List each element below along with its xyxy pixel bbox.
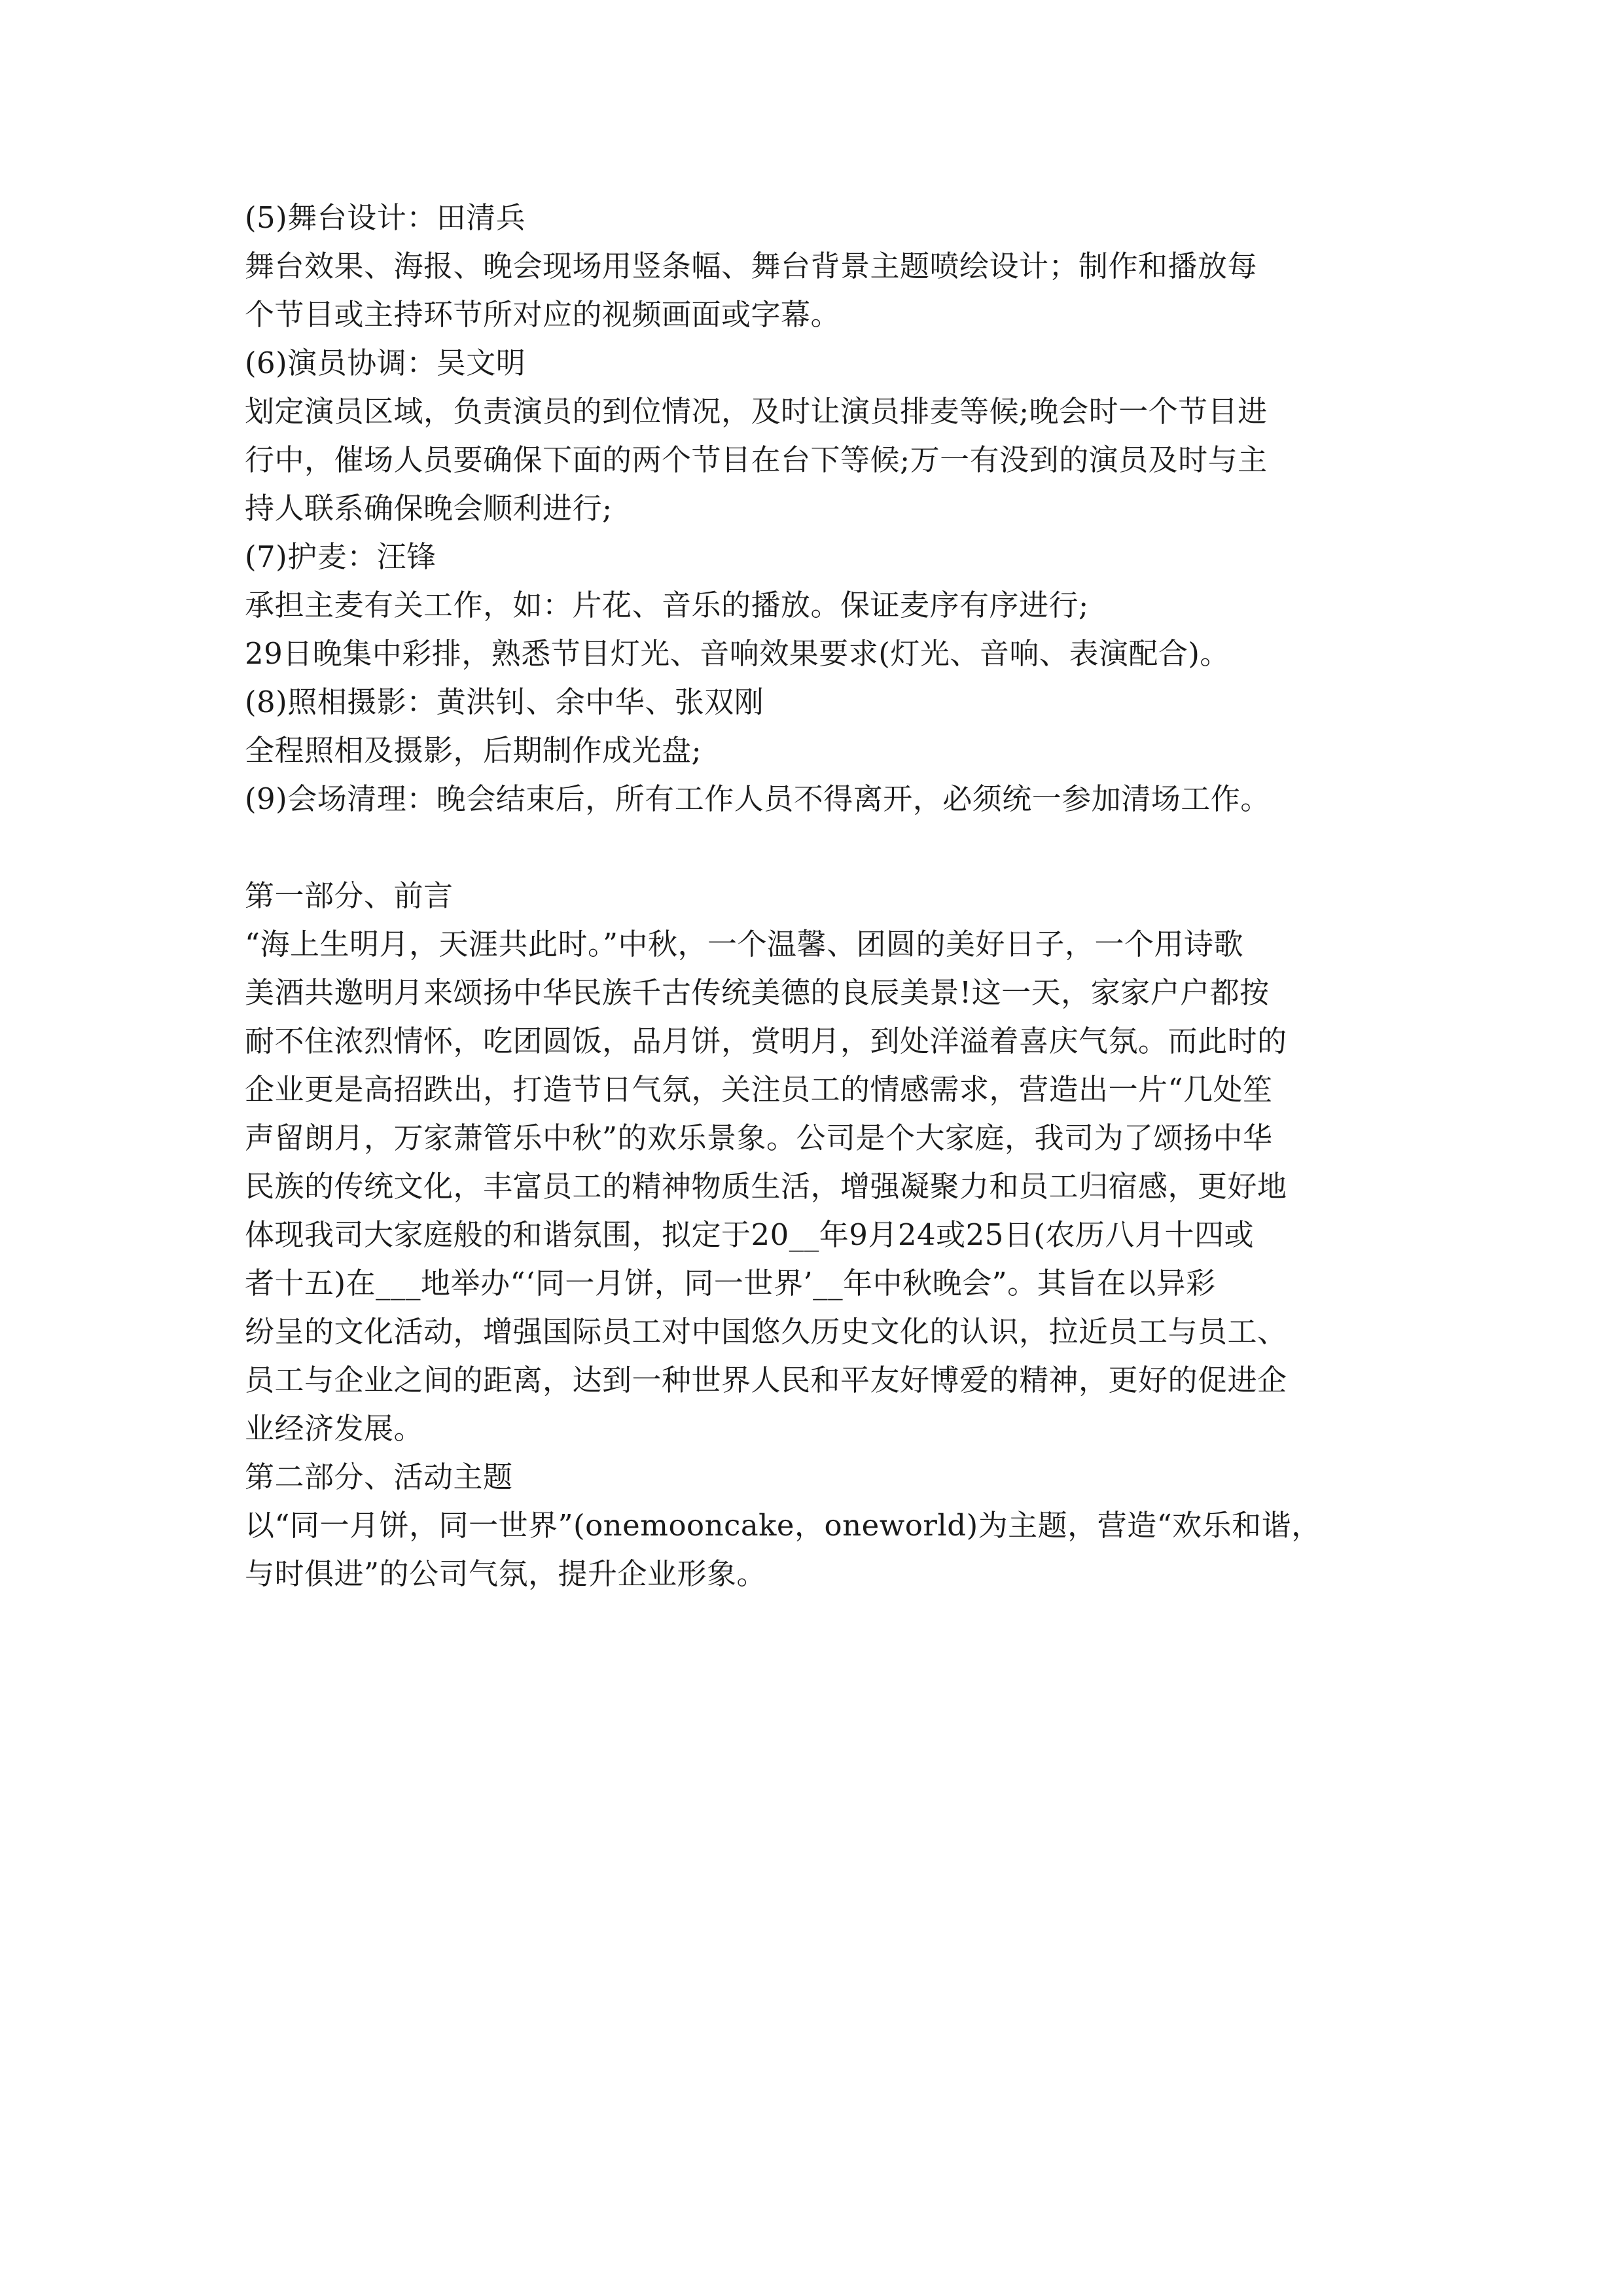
section-heading-microphone: (7)护麦：汪锋 [245, 539, 437, 574]
section-heading-venue-cleanup: (9)会场清理：晚会结束后，所有工作人员不得离开，必须统一参加清场工作。 [245, 781, 1270, 816]
section-heading-actor-coordination: (6)演员协调：吴文明 [245, 346, 526, 380]
paragraph-line: 行中，催场人员要确保下面的两个节目在台下等候;万一有没到的演员及时与主 [245, 442, 1268, 477]
paragraph-line: 舞台效果、海报、晚会现场用竖条幅、舞台背景主题喷绘设计；制作和播放每 [245, 249, 1258, 283]
paragraph-line: 29日晚集中彩排，熟悉节目灯光、音响效果要求(灯光、音响、表演配合)。 [245, 636, 1230, 671]
paragraph-line: 体现我司大家庭般的和谐氛围，拟定于20__年9月24或25日(农历八月十四或 [245, 1217, 1254, 1252]
paragraph-line: 持人联系确保晚会顺利进行; [245, 491, 613, 526]
paragraph-line: “海上生明月，天涯共此时。”中秋，一个温馨、团圆的美好日子，一个用诗歌 [245, 927, 1244, 961]
paragraph-line: 耐不住浓烈情怀，吃团圆饭，品月饼，赏明月，到处洋溢着喜庆气氛。而此时的 [245, 1024, 1287, 1058]
part-two-heading: 第二部分、活动主题 [245, 1460, 513, 1494]
section-heading-photography: (8)照相摄影：黄洪钊、余中华、张双刚 [245, 685, 764, 719]
paragraph-line: 个节目或主持环节所对应的视频画面或字幕。 [245, 297, 841, 332]
paragraph-line: 美酒共邀明月来颂扬中华民族千古传统美德的良辰美景!这一天，家家户户都按 [245, 975, 1270, 1010]
paragraph-line: 划定演员区域，负责演员的到位情况，及时让演员排麦等候;晚会时一个节目进 [245, 394, 1268, 429]
paragraph-line: 以“同一月饼，同一世界”(onemooncake，oneworld)为主题，营造“欢乐和谐， [245, 1508, 1321, 1543]
paragraph-line: 企业更是高招跌出，打造节日气氛，关注员工的情感需求，营造出一片“几处笙 [245, 1072, 1273, 1107]
paragraph-line: 业经济发展。 [245, 1411, 424, 1446]
paragraph-line: 者十五)在___地举办“‘同一月饼，同一世界’__年中秋晚会”。其旨在以异彩 [245, 1266, 1216, 1300]
paragraph-line: 与时俱进”的公司气氛，提升企业形象。 [245, 1556, 767, 1591]
paragraph-line: 员工与企业之间的距离，达到一种世界人民和平友好博爱的精神，更好的促进企 [245, 1363, 1287, 1397]
part-one-heading: 第一部分、前言 [245, 878, 454, 913]
section-heading-stage-design: (5)舞台设计：田清兵 [245, 200, 526, 235]
paragraph-line: 民族的传统文化，丰富员工的精神物质生活，增强凝聚力和员工归宿感，更好地 [245, 1169, 1287, 1204]
paragraph-line: 纷呈的文化活动，增强国际员工对中国悠久历史文化的认识，拉近员工与员工、 [245, 1314, 1287, 1349]
paragraph-spacer [245, 823, 1397, 872]
paragraph-line: 声留朗月，万家萧管乐中秋”的欢乐景象。公司是个大家庭，我司为了颂扬中华 [245, 1121, 1273, 1155]
document-page [245, 194, 1397, 1598]
paragraph-line: 全程照相及摄影，后期制作成光盘; [245, 733, 702, 768]
paragraph-line: 承担主麦有关工作，如：片花、音乐的播放。保证麦序有序进行; [245, 588, 1089, 622]
